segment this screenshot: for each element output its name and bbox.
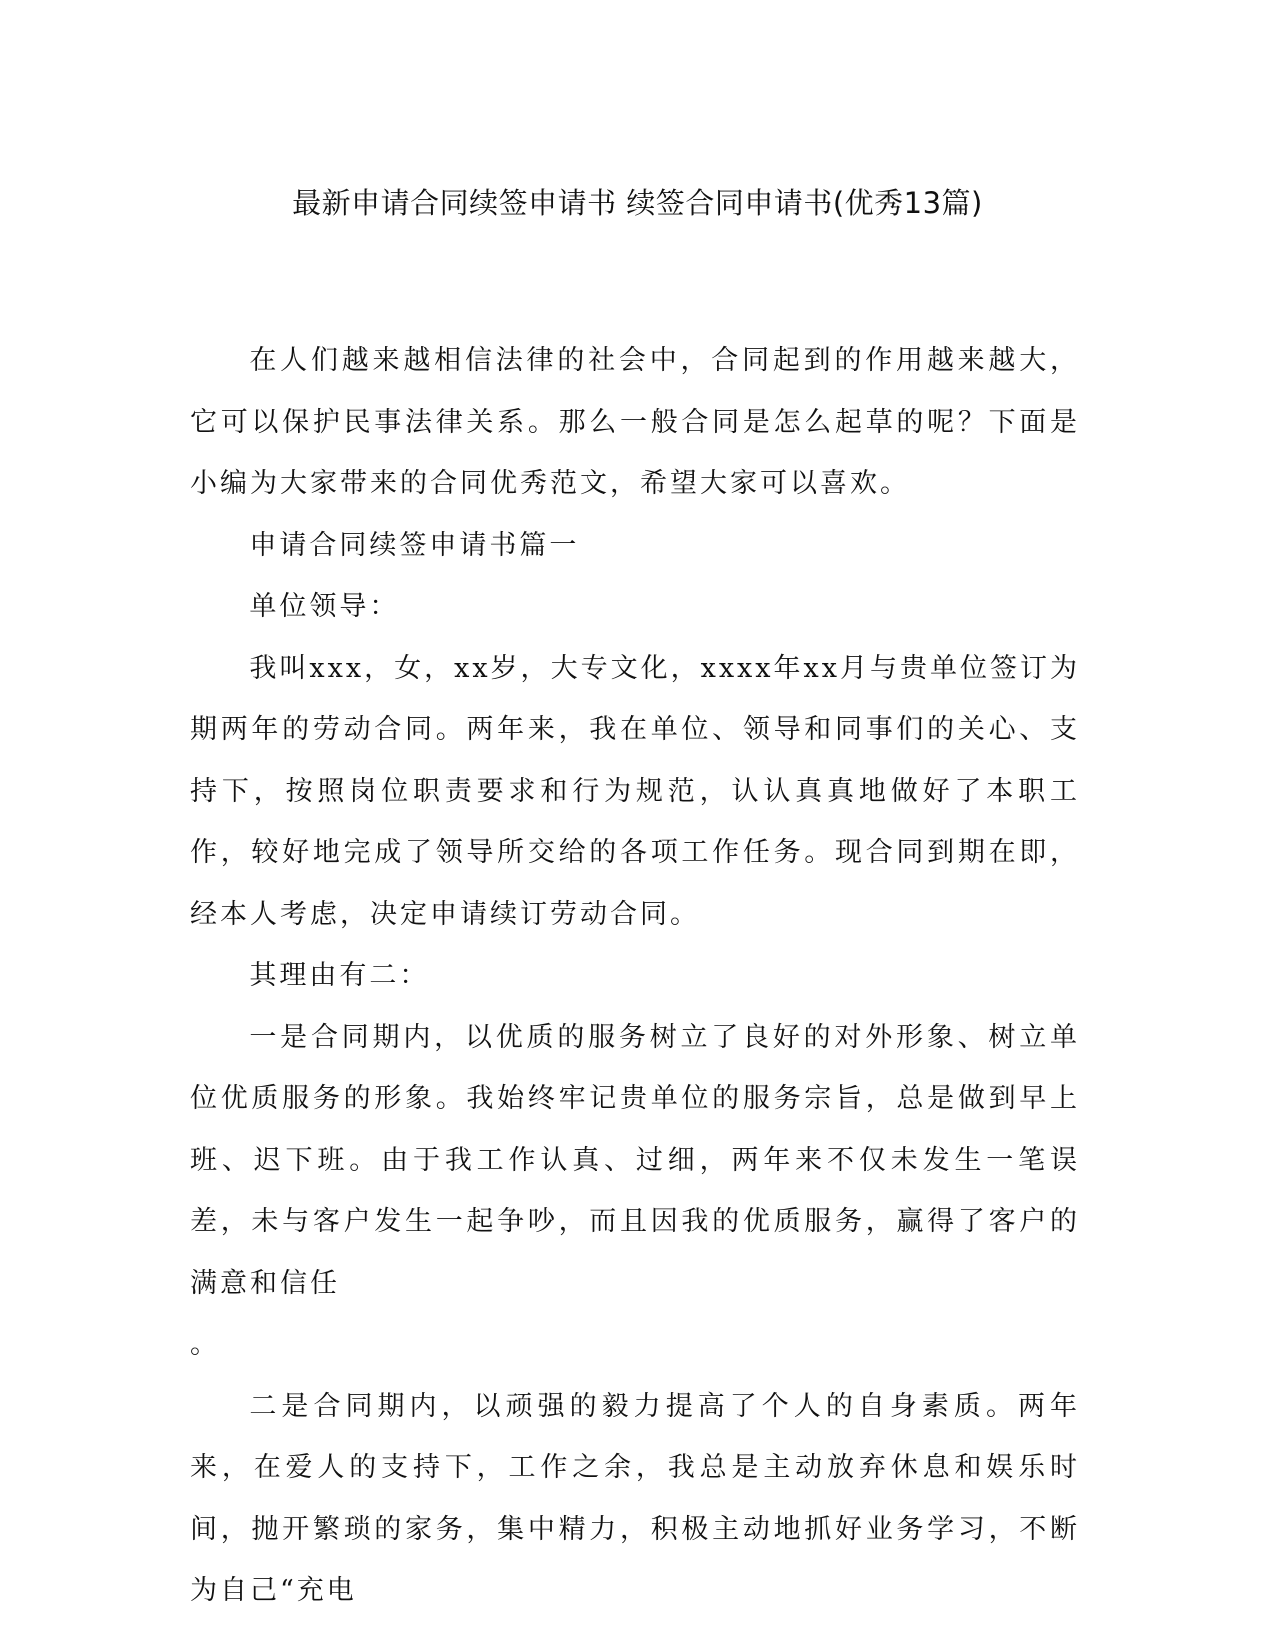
trailing-punctuation: 。	[190, 1329, 220, 1360]
reason-two-paragraph: 二是合同期内，以顽强的毅力提高了个人的自身素质。两年来，在爱人的支持下，工作之余，我总是主动放弃休息和娱乐时间，抛开繁琐的家务，集中精力，积极主动地抓好业务学习，不断为自己“充电	[190, 1390, 1080, 1606]
reason-one-paragraph: 一是合同期内，以优质的服务树立了良好的对外形象、树立单位优质服务的形象。我始终牢记贵单位的服务宗旨，总是做到早上班、迟下班。由于我工作认真、过细，两年来不仅未发生一笔误差，未与客户发生一起争吵，而且因我的优质服务，赢得了客户的满意和信任	[190, 1021, 1080, 1299]
document-body	[190, 330, 1080, 1622]
reasons-heading: 其理由有二：	[249, 960, 430, 991]
salutation: 单位领导：	[249, 591, 400, 622]
intro-paragraph: 在人们越来越相信法律的社会中，合同起到的作用越来越大，它可以保护民事法律关系。那么一般合同是怎么起草的呢？下面是小编为大家带来的合同优秀范文，希望大家可以喜欢。	[190, 345, 1080, 499]
document-title: 最新申请合同续签申请书 续签合同申请书(优秀13篇)	[292, 186, 983, 220]
body-paragraph: 我叫xxx，女，xx岁，大专文化，xxxx年xx月与贵单位签订为期两年的劳动合同。两年来，我在单位、领导和同事们的关心、支持下，按照岗位职责要求和行为规范，认认真真地做好了本职工作，较好地完成了领导所交给的各项工作任务。现合同到期在即，经本人考虑，决定申请续订劳动合同。	[190, 652, 1080, 930]
section-heading: 申请合同续签申请书篇一	[249, 529, 580, 561]
